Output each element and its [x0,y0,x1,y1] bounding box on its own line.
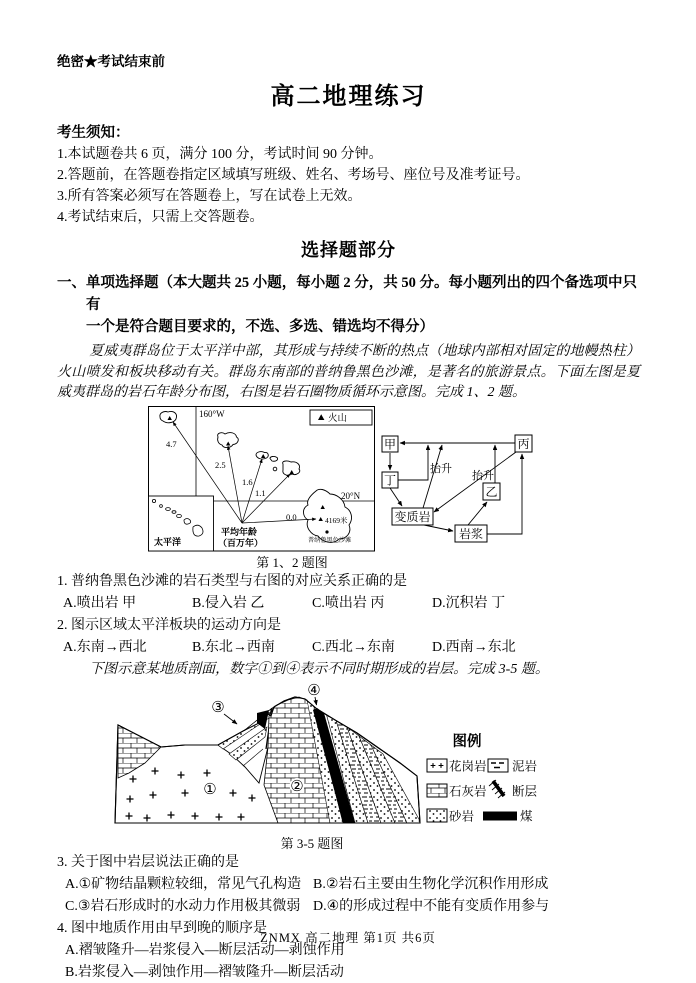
q2-option-a: A.东南→西北 [63,639,147,655]
node-jia: 甲 [383,437,397,451]
geological-cross-section-figure [85,683,605,833]
page-footer: ZNMX 高二地理 第1页 共6页 [260,931,436,945]
figure1-row [57,406,640,552]
legend-sandstone-label: 砂岩 [449,809,475,823]
notice-title: 考生须知： [57,125,130,141]
passage-hawaii: 夏威夷群岛位于太平洋中部，其形成与持续不断的热点（地球内部相对固定的地幔热柱）火山喷发和板块移动有关。群岛东南部的普纳鲁黑色沙滩，是著名的旅游景点。下面左图是夏威夷群岛的岩石年龄分布图，右图是岩石圈物质循环示意图。完成 1、2 题。 [57,344,640,400]
question-1-options [57,593,640,615]
instruction-line2: 一个是符合题目要求的，不选、多选、错选均不得分） [86,319,434,335]
question-4-stem: 4. 图中地质作用由早到晚的顺序是 [57,920,267,936]
q2-option-b: B.东北→西南 [192,639,275,655]
svg-text:4.7: 4.7 [166,438,177,449]
map-legend-box [310,410,372,425]
question-3-options-row2 [57,896,640,918]
question-2-stem: 2. 图示区域太平洋板块的运动方向是 [57,617,281,633]
legend-granite-label: 花岗岩 [449,759,487,773]
map-label-peak: 4169米 [325,515,348,525]
q1-option-a: A.喷出岩 甲 [63,595,137,611]
svg-text:2.5: 2.5 [215,459,226,470]
uplift-label-2: 抬升 [472,469,494,482]
map-label-ocean: 太平洋 [154,536,182,547]
page-title: 高二地理练习 [270,84,427,110]
stratum-label-1: ① [203,781,217,798]
label-3-arrow [224,714,237,724]
q1-option-d: D.沉积岩 丁 [432,595,506,611]
svg-text:1.6: 1.6 [242,476,253,487]
classification-banner: 绝密★考试结束前 [57,54,165,69]
q3-option-c: C.③岩石形成时的水动力作用极其微弱 [65,898,301,914]
notice-item-2: 2.答题前，在答题卷指定区域填写班级、姓名、考场号、座位号及准考证号。 [57,168,530,183]
legend-fault-label: 断层 [512,784,538,798]
legend-limestone-label: 石灰岩 [449,784,487,798]
q3-option-a: A.①矿物结晶颗粒较细，常见气孔构造 [65,876,302,892]
q1-option-c: C.喷出岩 丙 [312,595,385,611]
cycle-boxes [382,435,532,542]
figure2-row [85,683,640,833]
map-label-beach: 普纳鲁黑色沙滩 [308,536,352,544]
question-3-stem: 3. 关于图中岩层说法正确的是 [57,854,239,870]
legend-mudstone-label: 泥岩 [512,759,538,773]
stratum-label-3: ③ [211,699,225,716]
map-inset [149,496,214,551]
notice-item-4: 4.考试结束后，只需上交答题卷。 [57,210,264,225]
legend-coal-swatch [483,811,517,820]
q2-option-d: D.西南→东北 [432,639,516,655]
question-2-options [57,637,640,659]
map-label-longitude: 160°W [199,408,225,419]
question-3-options-row1 [57,874,640,896]
uplift-label-1: 抬升 [430,462,452,475]
q1-option-b: B.侵入岩 乙 [192,595,265,611]
hawaii-map-figure [148,406,375,552]
section-title: 选择题部分 [301,240,396,260]
stratum-label-2: ② [290,778,304,795]
svg-text:平均年龄: 平均年龄 [221,526,258,537]
passage-cross-section: 下图示意某地质剖面，数字①到④表示不同时期形成的岩层。完成 3-5 题。 [89,661,549,677]
node-metamorphic: 变质岩 [394,509,431,524]
part1-instruction [57,272,640,338]
svg-text:（百万年）: （百万年） [218,537,264,548]
node-yi: 乙 [485,484,498,499]
rock-cycle-figure [380,433,538,548]
map-label-latitude: 20°N [341,490,361,501]
question-1-stem: 1. 普纳鲁黑色沙滩的岩石类型与右图的对应关系正确的是 [57,573,407,589]
q3-option-b: B.②岩石主要由生物化学沉积作用形成 [313,876,549,892]
node-ding: 丁 [383,473,397,487]
q4-option-b: B.岩浆侵入—剥蚀作用—褶皱隆升—断层活动 [65,964,344,980]
stratum-label-4: ④ [307,682,321,699]
notice-item-1: 1.本试题卷共 6 页，满分 100 分，考试时间 90 分钟。 [57,147,383,162]
map-legend-volcano-label: 火山 [328,413,348,424]
svg-text:1.1: 1.1 [255,487,266,498]
legend-fault-symbol [489,780,505,798]
svg-text:0.0: 0.0 [286,511,297,522]
notice-item-3: 3.所有答案必须写在答题卷上，写在试卷上无效。 [57,189,362,204]
legend-coal-label: 煤 [520,809,533,823]
node-bing: 丙 [517,436,530,451]
node-magma: 岩浆 [458,526,484,541]
figure2-legend [427,732,538,824]
figure2-caption: 第 3-5 题图 [280,835,344,851]
figure1-caption: 第 1、2 题图 [256,554,328,570]
q3-option-d: D.④的形成过程中不能有变质作用参与 [313,898,550,914]
legend-title: 图例 [452,733,482,750]
instruction-line1: 一、单项选择题（本大题共 25 小题，每小题 2 分，共 50 分。每小题列出的四个备选项中只有 [57,275,637,313]
q4-option-a: A.褶皱隆升—岩浆侵入—断层活动—剥蚀作用 [65,942,345,958]
q2-option-c: C.西北→东南 [312,639,395,655]
